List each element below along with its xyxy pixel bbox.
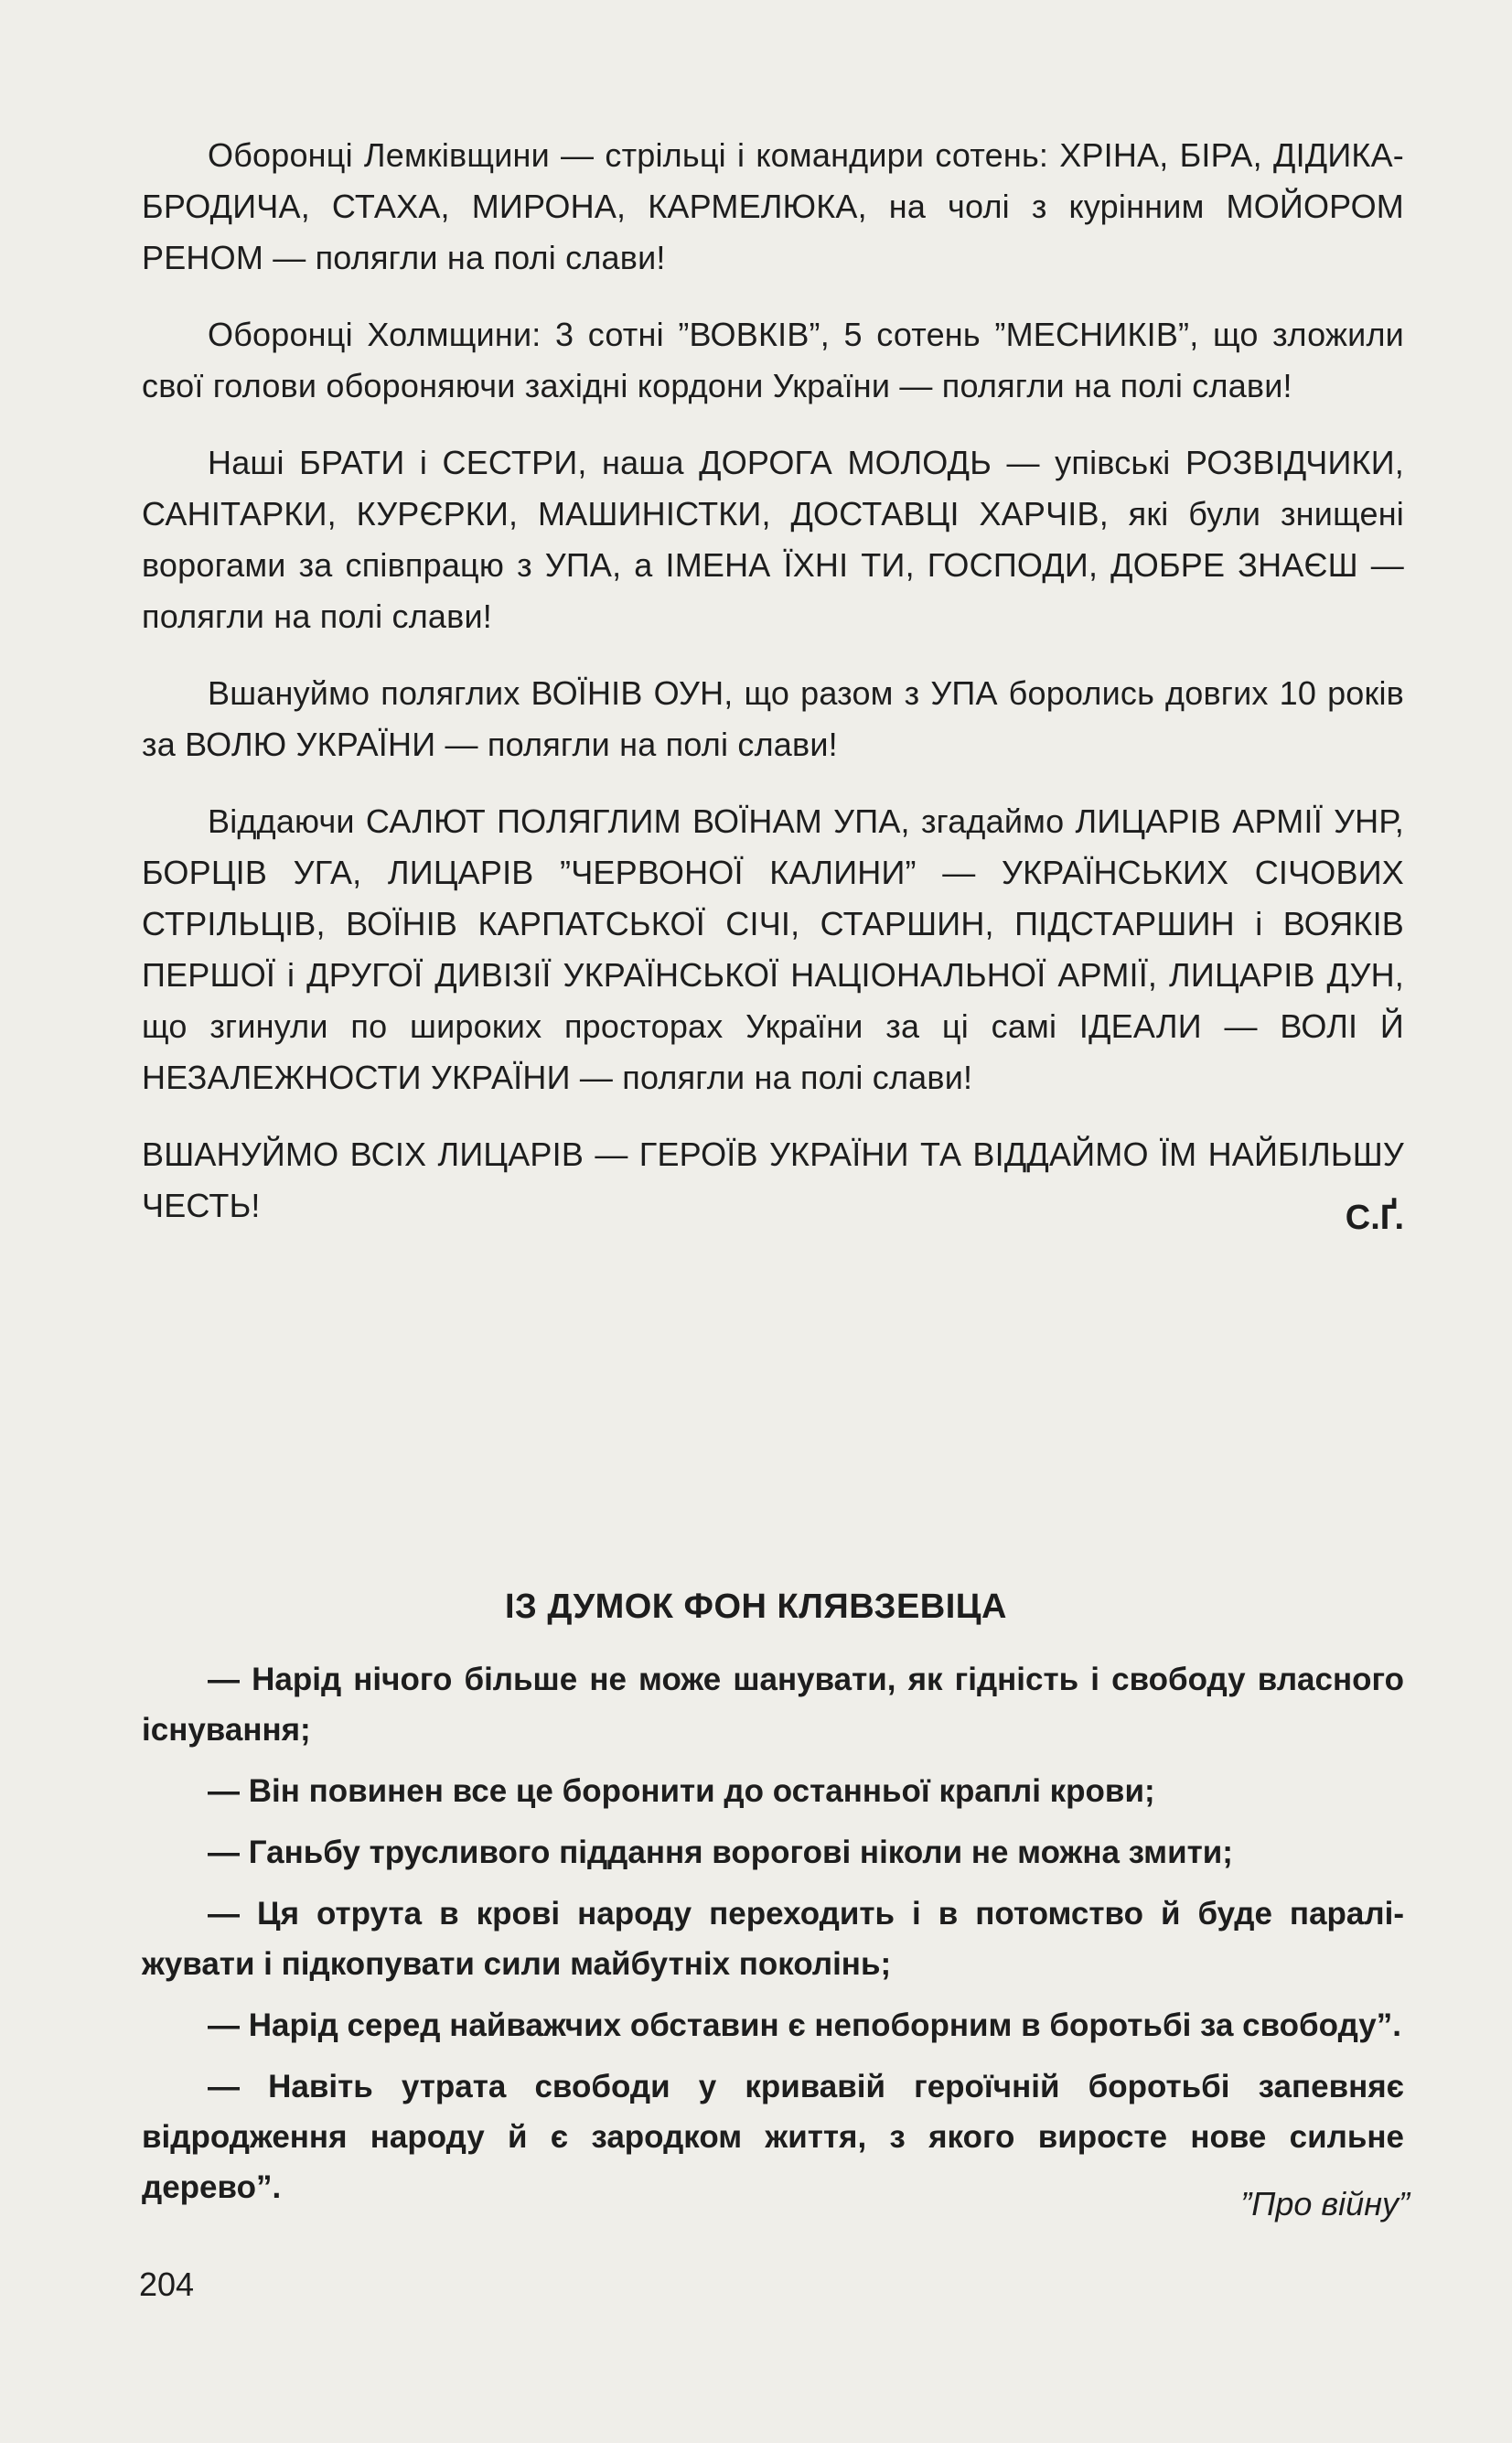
- author-signature: С.Ґ.: [1345, 1199, 1404, 1237]
- quote-item: — Він повинен все це боронити до останньої краплі крови;: [208, 1773, 1155, 1809]
- section-title: ІЗ ДУМОК ФОН КЛЯВЗЕВІЦА: [504, 1587, 1007, 1626]
- paragraph-honor-all: ВШАНУЙМО ВСІХ ЛИЦАРІВ — ГЕРОЇВ УКРАЇНИ ТА ВІДДАЙМО ЇМ НАЙБІЛЬШУ ЧЕСТЬ!: [142, 1135, 1404, 1224]
- paragraph-brothers-sisters: Наші БРАТИ і СЕСТРИ, наша ДОРОГА МОЛОДЬ — упівські РОЗВІДЧИКИ, САНІТАРКИ, КУРЄРКИ, МАШИНІСТКИ, ДОСТАВЦІ ХАРЧІВ, які були знищені ворогами за співпрацю з УПА, а ІМЕНА ЇХНІ ТИ, ГОСПОДИ, ДОБРЕ ЗНАЄШ — полягли на полі слави!: [142, 444, 1404, 635]
- quotes-block: [142, 1654, 1404, 2223]
- quote-source: ”Про війну”: [1240, 2185, 1410, 2222]
- memorial-text: [142, 130, 1404, 1257]
- paragraph-salute: Віддаючи САЛЮТ ПОЛЯГЛИМ ВОЇНАМ УПА, згадаймо ЛИЦАРІВ АРМІЇ УНР, БОРЦІВ УГА, ЛИЦАРІВ ”ЧЕРВОНОЇ КАЛИНИ” — УКРАЇНСЬКИХ СІЧОВИХ СТРІЛЬЦІВ, ВОЇНІВ КАРПАТСЬКОЇ СІЧІ, СТАРШИН, ПІДСТАРШИН і ВОЯКІВ ПЕРШОЇ і ДРУГОЇ ДИВІЗІЇ УКРАЇНСЬКОЇ НАЦІОНАЛЬНОЇ АРМІЇ, ЛИЦАРІВ ДУН, що згинули по широких просторах України за ці самі ІДЕАЛИ — ВОЛІ Й НЕЗАЛЕЖНОСТИ УКРАЇНИ — полягли на полі слави!: [142, 802, 1404, 1096]
- paragraph-oun-warriors: Вшануймо поляглих ВОЇНІВ ОУН, що разом з УПА боролись довгих 10 років за ВОЛЮ УКРАЇНИ — полягли на полі слави!: [142, 674, 1404, 763]
- paragraph-lemkivshchyna: Оборонці Лемківщини — стрільці і командири сотень: ХРІНА, БІРА, ДІДИКА-БРОДИЧА, СТАХА, МИРОНА, КАРМЕЛЮКА, на чолі з курінним МОЙОРОМ РЕНОМ — полягли на полі слави!: [142, 136, 1404, 276]
- quote-item: — Ганьбу трусливого піддання ворогові ніколи не можна змити;: [208, 1835, 1233, 1870]
- quote-item: — Нарід нічого більше не може шанувати, як гідність і свободу власного існування;: [142, 1662, 1404, 1748]
- quote-item: — Навіть утрата свободи у кривавій героїчній боротьбі запевняє відродження народу й є зародком життя, з якого виросте нове сильне дерево”.: [142, 2069, 1404, 2205]
- quote-item: — Нарід серед найважчих обставин є непоборним в боротьбі за свободу”.: [208, 2007, 1401, 2043]
- page-number: 204: [139, 2265, 195, 2303]
- paragraph-kholmshchyna: Оборонці Холмщини: 3 сотні ”ВОВКІВ”, 5 сотень ”МЕСНИКІВ”, що зложили свої голови обороняючи західні кордони України — полягли на полі слави!: [142, 316, 1404, 404]
- quote-item: — Ця отрута в крові народу переходить і в потомство й буде параліжувати і підкопувати сили майбутніх поколінь;: [142, 1896, 1404, 1982]
